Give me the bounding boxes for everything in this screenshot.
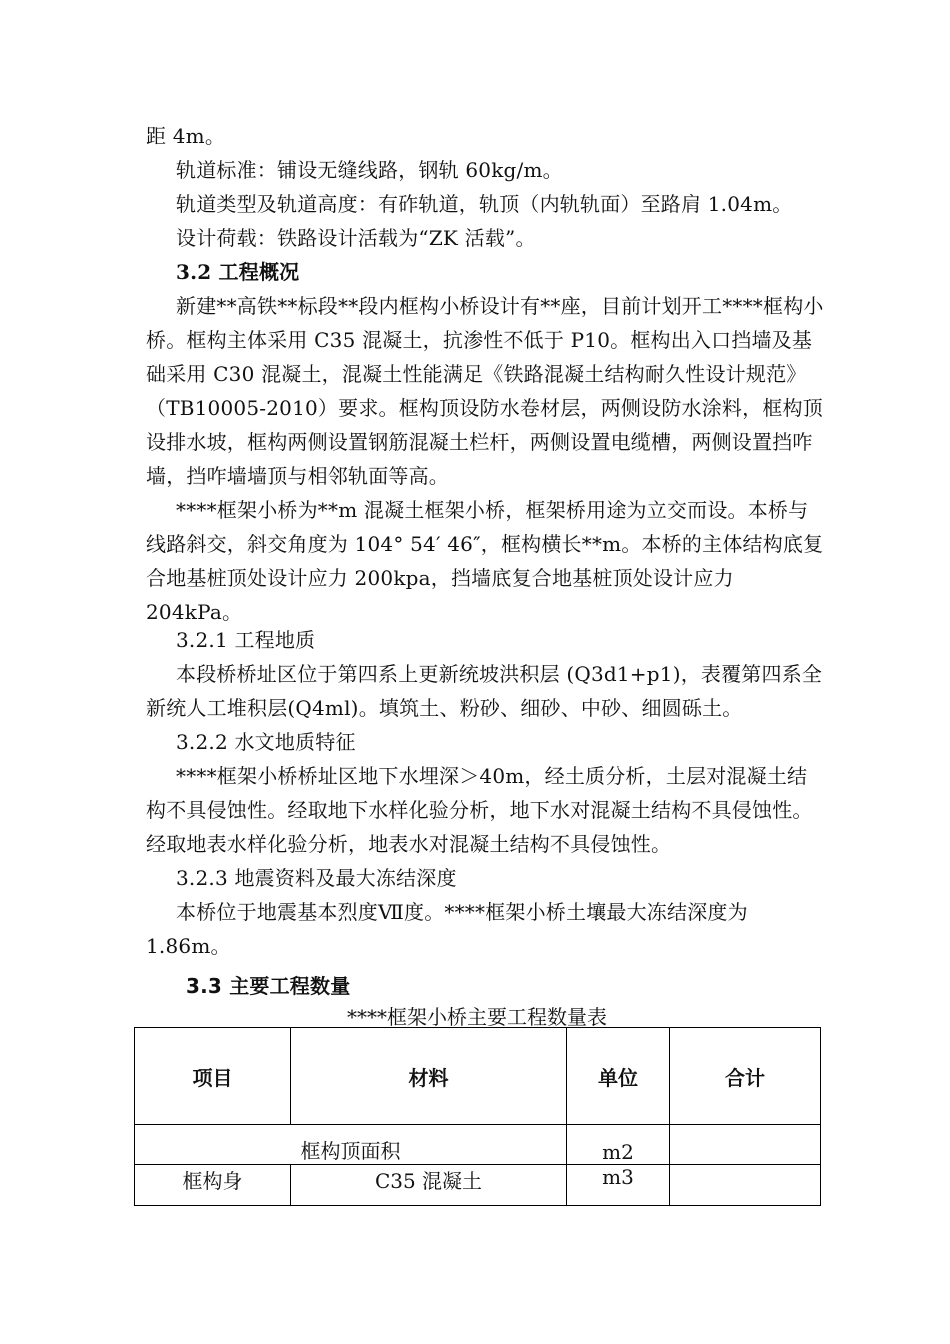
table-header-row bbox=[135, 1028, 821, 1125]
table-row bbox=[135, 1125, 821, 1165]
section-heading-3-3: 3.3 主要工程数量 bbox=[186, 974, 351, 998]
header-unit: 单位 bbox=[567, 1028, 670, 1125]
section-heading-3-2-1: 3.2.1 工程地质 bbox=[176, 628, 316, 652]
header-total: 合计 bbox=[670, 1028, 821, 1125]
cell-item: 框构身 bbox=[135, 1165, 291, 1206]
section-heading-3-2-2: 3.2.2 水文地质特征 bbox=[176, 730, 356, 754]
table-caption: ****框架小桥主要工程数量表 bbox=[347, 1005, 607, 1029]
cell-item: 框构顶面积 bbox=[135, 1125, 567, 1165]
cell-unit: m2 bbox=[567, 1125, 670, 1165]
section-heading-3-2: 3.2 工程概况 bbox=[176, 260, 300, 284]
quantity-table bbox=[134, 1027, 821, 1206]
paragraph-track-standard: 轨道标准：铺设无缝线路，钢轨 60kg/m。 bbox=[176, 158, 563, 182]
paragraph-track-type: 轨道类型及轨道高度：有砟轨道，轨顶（内轨轨面）至路肩 1.04m。 bbox=[176, 192, 793, 216]
cell-total bbox=[670, 1125, 821, 1165]
paragraph-seismic: 本桥位于地震基本烈度Ⅶ度。****框架小桥土壤最大冻结深度为 1.86m。 bbox=[146, 900, 748, 958]
cell-unit: m3 bbox=[567, 1165, 670, 1206]
paragraph-hydrogeology: ****框架小桥桥址区地下水埋深＞40m，经土质分析，土层对混凝土结构不具侵蚀性。经取地下水样化验分析，地下水对混凝土结构不具侵蚀性。经取地表水样化验分析，地表水对混凝土结构不具侵蚀性。 bbox=[146, 764, 813, 856]
paragraph-frame-bridge: ****框架小桥为**m 混凝土框架小桥，框架桥用途为立交而设。本桥与线路斜交，斜交角度为 104° 54′ 46″，框构横长**m。本桥的主体结构底复合地基桩顶处设计应力 200kpa，挡墙底复合地基桩顶处设计应力 204kPa。 bbox=[146, 498, 824, 624]
cell-total bbox=[670, 1165, 821, 1206]
header-material: 材料 bbox=[291, 1028, 567, 1125]
paragraph-design-load: 设计荷载：铁路设计活载为“ZK 活载”。 bbox=[176, 226, 536, 250]
cell-material: C35 混凝土 bbox=[291, 1165, 567, 1206]
header-item: 项目 bbox=[135, 1028, 291, 1125]
paragraph-overview: 新建**高铁**标段**段内框构小桥设计有**座，目前计划开工****框构小桥。框构主体采用 C35 混凝土，抗渗性不低于 P10。框构出入口挡墙及基础采用 C30 混凝土，混凝土性能满足《铁路混凝土结构耐久性设计规范》（TB10005-2010）要求。框构顶设防水卷材层，两侧设防水涂料，框构顶设排水坡，框构两侧设置钢筋混凝土栏杆，两侧设置电缆槽，两侧设置挡咋墙，挡咋墙墙顶与相邻轨面等高。 bbox=[146, 294, 824, 488]
section-heading-3-2-3: 3.2.3 地震资料及最大冻结深度 bbox=[176, 866, 457, 890]
table-row bbox=[135, 1165, 821, 1206]
paragraph-spacing: 距 4m。 bbox=[146, 124, 226, 148]
paragraph-geology: 本段桥桥址区位于第四系上更新统坡洪积层 (Q3d1+p1)，表覆第四系全新统人工堆积层(Q4ml)。填筑土、粉砂、细砂、中砂、细圆砾土。 bbox=[146, 662, 823, 720]
